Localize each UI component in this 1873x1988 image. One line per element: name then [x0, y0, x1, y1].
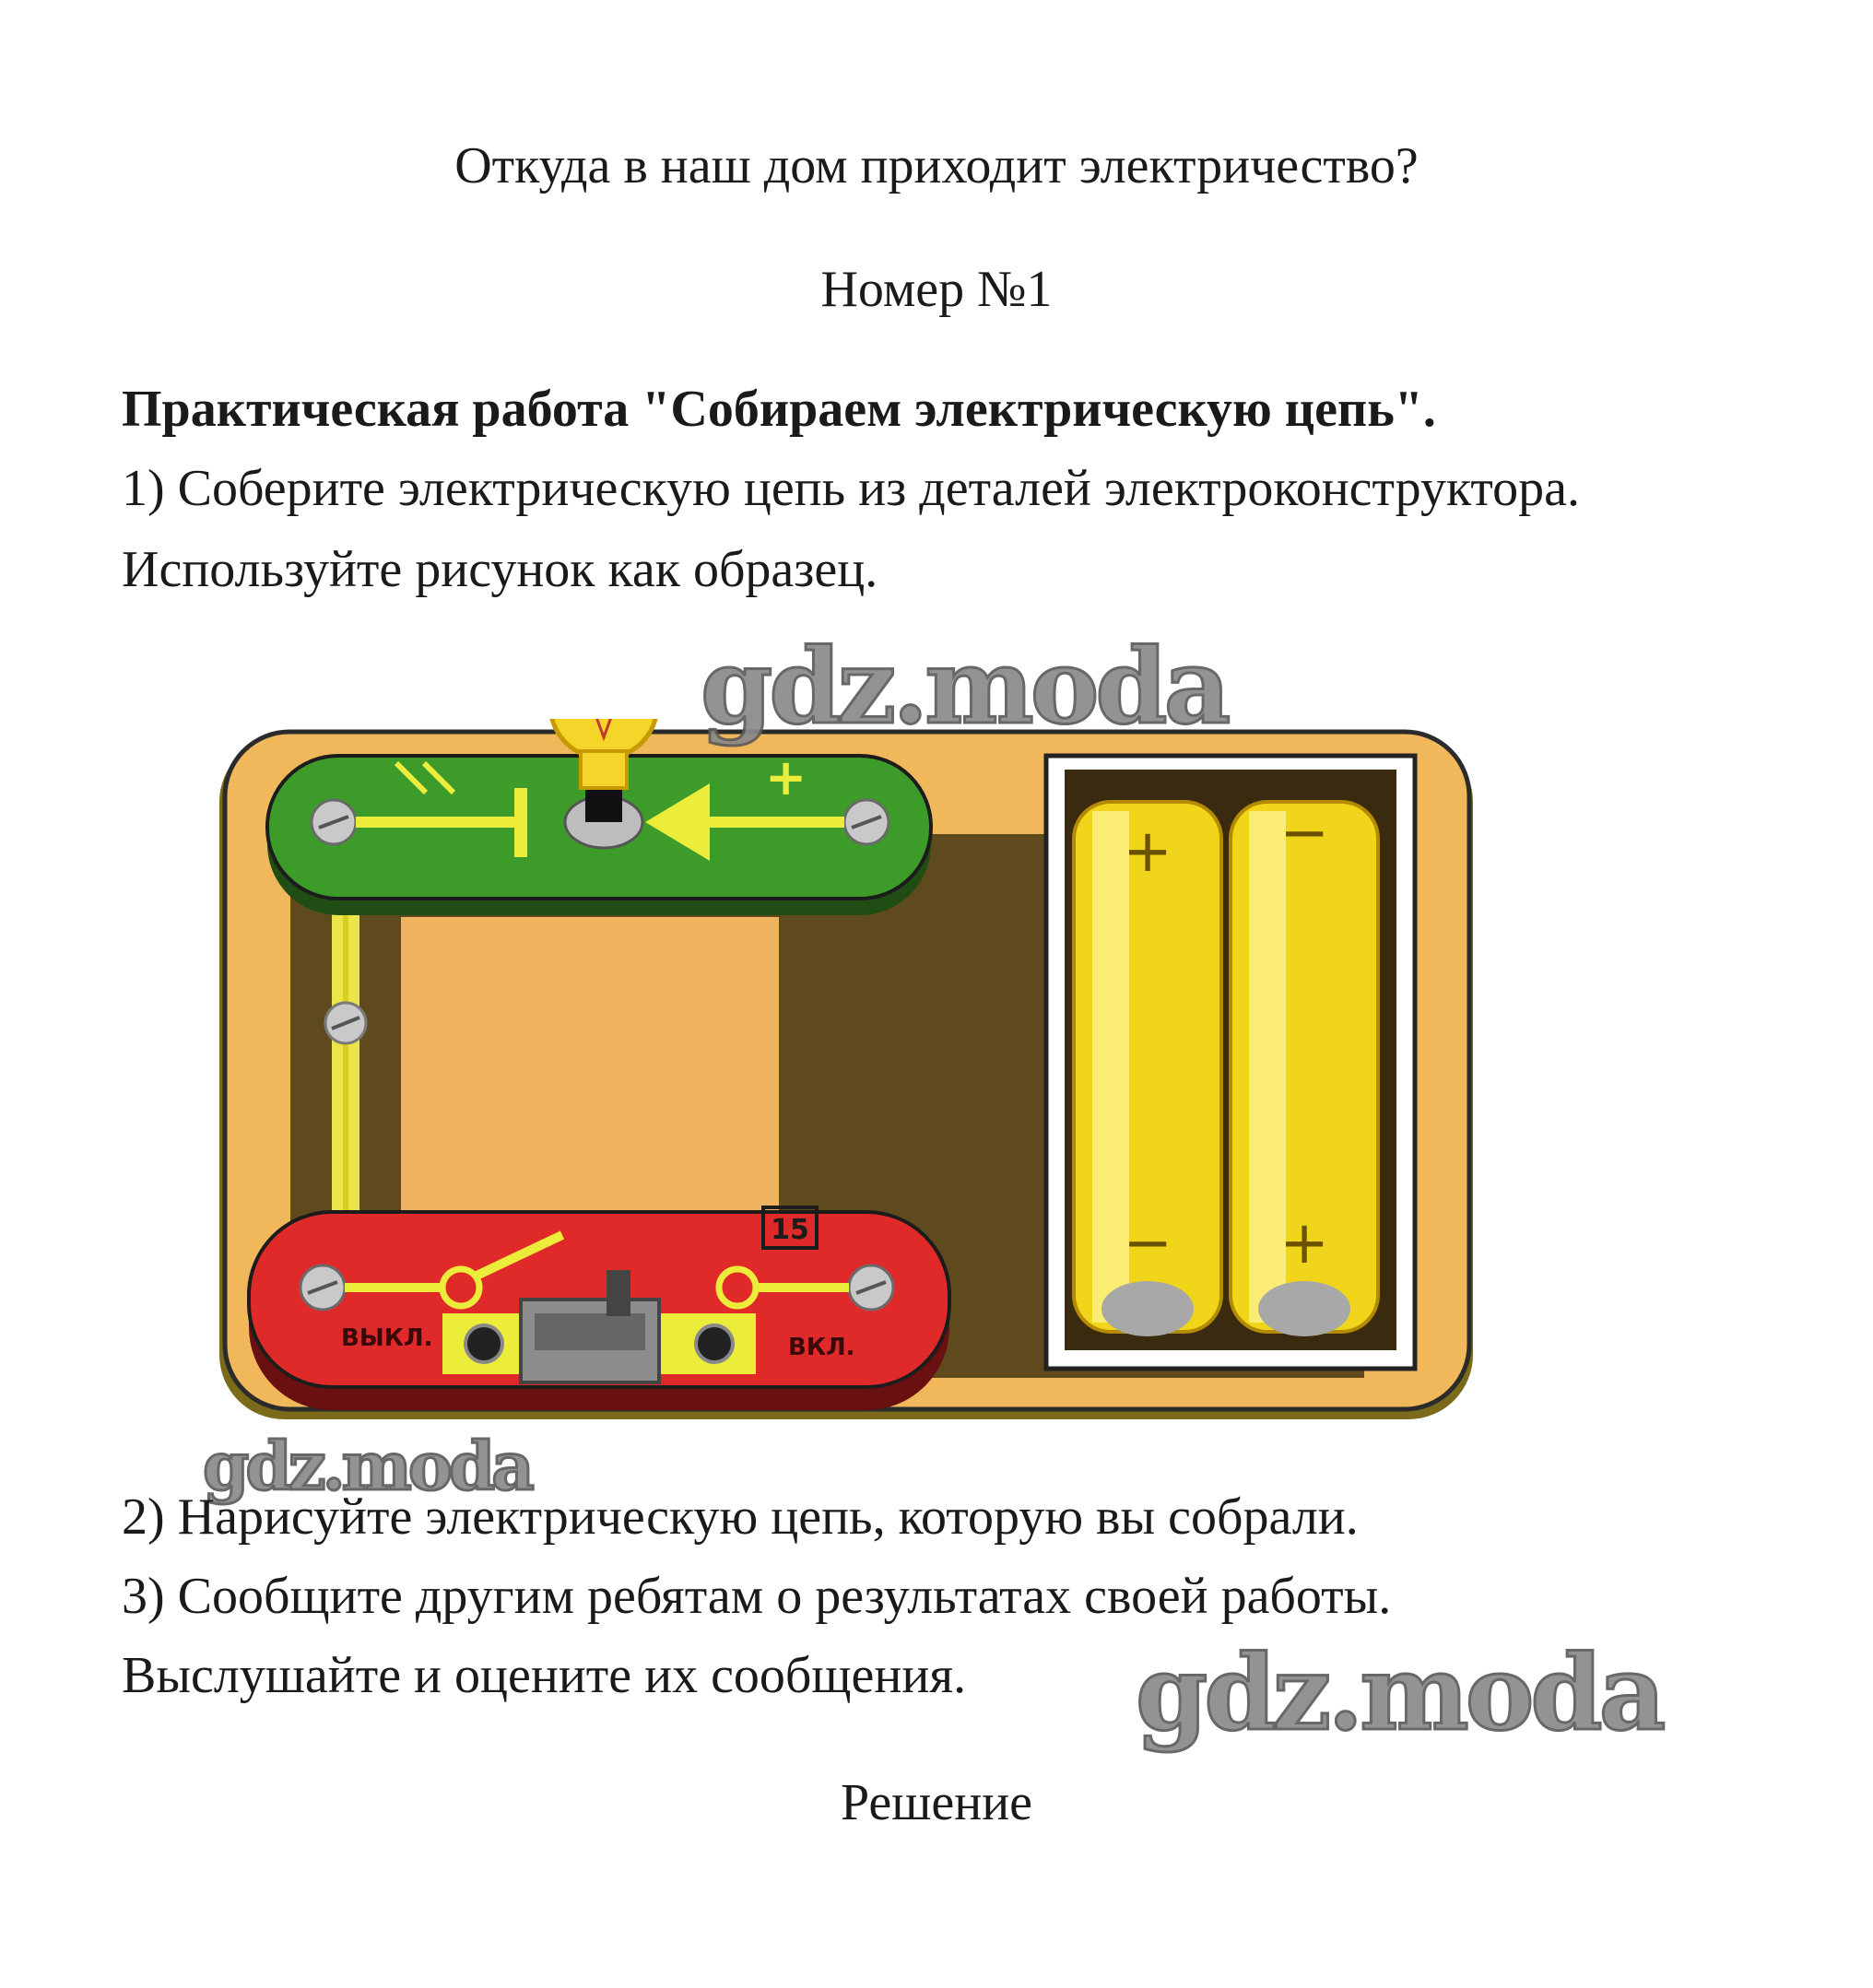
task-heading: Практическая работа "Собираем электрическую цепь".: [122, 381, 1436, 438]
page-title: Откуда в наш дом приходит электричество?: [454, 137, 1419, 194]
part-number-badge: 15: [771, 1214, 809, 1246]
solution-heading: Решение: [840, 1774, 1033, 1831]
battery-2-plus: +: [1279, 1209, 1329, 1277]
circuit-illustration: [212, 719, 1484, 1438]
step-2: 2) Нарисуйте электрическую цепь, которую вы собрали.: [122, 1488, 1359, 1546]
watermark: gdz.moda: [701, 627, 1228, 747]
switch-off-label: ВЫКЛ.: [341, 1324, 433, 1352]
step-1-line-2: Используйте рисунок как образец.: [122, 541, 878, 598]
plus-sign: +: [765, 748, 807, 806]
battery-1-plus: +: [1123, 818, 1172, 886]
battery-2-minus: −: [1279, 799, 1329, 867]
task-number: Номер №1: [820, 261, 1053, 318]
step-1-line-1: 1) Соберите электрическую цепь из деталей электроконструктора.: [122, 460, 1580, 517]
step-3-line-1: 3) Сообщите другим ребятам о результатах своей работы.: [122, 1568, 1392, 1625]
watermark: gdz.moda: [203, 1427, 531, 1505]
battery-holder: [1046, 756, 1415, 1369]
battery-1-minus: −: [1123, 1209, 1172, 1277]
watermark: gdz.moda: [1136, 1633, 1663, 1754]
step-3-line-2: Выслушайте и оцените их сообщения.: [122, 1647, 967, 1704]
switch-module: [249, 1207, 949, 1410]
switch-on-label: ВКЛ.: [788, 1334, 855, 1361]
